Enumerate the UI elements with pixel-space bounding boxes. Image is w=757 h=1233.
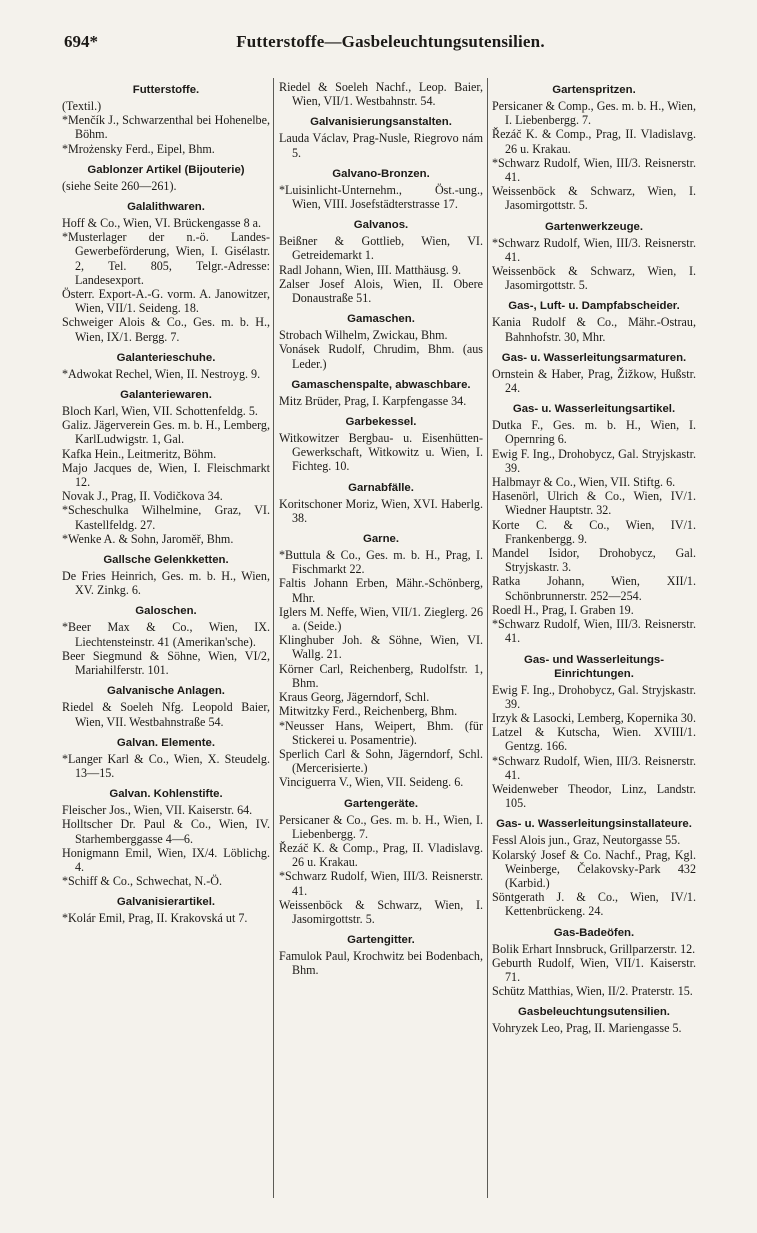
directory-entry: Vinciguerra V., Wien, VII. Seideng. 6. [279,775,464,790]
directory-entry: Ewig F. Ing., Drohobycz, Gal. Stryjskastr. 39. [492,682,696,711]
directory-entry: Roedl H., Prag, I. Graben 19. [492,602,634,617]
directory-entry: Vohryzek Leo, Prag, II. Mariengasse 5. [492,1021,682,1036]
directory-entry: *Luisinlicht-Unternehm., Öst.-ung., Wien, VIII. Josefstädterstrasse 17. [279,182,483,212]
directory-entry: *Langer Karl & Co., Wien, X. Steudelg. 13—15. [62,751,270,780]
directory-entry: *Menčík J., Schwarzenthal bei Hohenelbe, Böhm. [62,113,270,142]
directory-entry: Galiz. Jägerverein Ges. m. b. H., Lemberg, KarlLudwigstr. 1, Gal. [62,418,270,447]
directory-section [62,351,270,381]
directory-entry: Faltis Johann Erben, Mähr.-Schönberg, Mhr. [279,576,483,605]
directory-entry: Latzel & Kutscha, Wien. XVIII/1. Gentzg. 166. [492,725,696,754]
directory-section [279,532,483,789]
directory-entry: Radl Johann, Wien, III. Matthäusg. 9. [279,262,462,277]
directory-section [492,351,696,395]
section-heading: Galvan. Elemente. [116,736,216,749]
section-heading: Galvan. Kohlenstifte. [109,788,223,801]
directory-section [62,895,270,925]
section-heading: Gartenwerkzeuge. [544,220,644,233]
directory-section [492,1005,696,1035]
directory-entry: Schweiger Alois & Co., Ges. m. b. H., Wien, IX/1. Bergg. 7. [62,315,270,344]
directory-section [62,200,270,344]
directory-entry: Ornstein & Haber, Prag, Žižkow, Hußstr. 24. [492,366,696,396]
directory-entry: Persicaner & Co., Ges. m. b. H., Wien, I. Liebenbergg. 7. [279,812,483,841]
directory-entry: Persicaner & Comp., Ges. m. b. H., Wien, I. Liebenbergg. 7. [492,99,696,128]
directory-entry: *Kolár Emil, Prag, II. Krakovská ut 7. [62,911,248,926]
directory-entry: *Neusser Hans, Weipert, Bhm. (für Stickerei u. Posamentrie). [279,718,483,747]
directory-entry: Dutka F., Ges. m. b. H., Wien, I. Opernring 6. [492,418,696,447]
directory-entry: Beer Siegmund & Söhne, Wien, VI/2, Mariahilferstr. 101. [62,648,270,678]
directory-entry: De Fries Heinrich, Ges. m. b. H., Wien, XV. Zinkg. 6. [62,569,270,598]
directory-entry: Körner Carl, Reichenberg, Rudolfstr. 1, Bhm. [279,661,483,690]
directory-entry: Fleischer Jos., Wien, VII. Kaiserstr. 64. [62,803,253,818]
directory-entry: *Schiff & Co., Schwechat, N.-Ö. [62,874,222,889]
section-heading: Garne. [362,533,400,546]
directory-entry: Zalser Josef Alois, Wien, II. Obere Donaustraße 51. [279,276,483,306]
section-heading: Gas- u. Wasserleitungsartikel. [512,403,676,416]
section-heading: Gasbeleuchtungsutensilien. [518,1006,670,1019]
section-heading: Garnabfälle. [348,481,414,494]
directory-entry: Mandel Isidor, Drohobycz, Gal. Stryjskastr. 3. [492,546,696,575]
section-heading: Galvano-Bronzen. [332,167,430,180]
directory-entry: Klinghuber Joh. & Söhne, Wien, VI. Wallg. 21. [279,633,483,662]
directory-section [492,83,696,213]
directory-entry: Riedel & Soeleh Nfg. Leopold Baier, Wien, VII. Westbahnstraße 54. [62,700,270,729]
section-heading: Galoschen. [135,605,197,618]
directory-entry: Řezáč K. & Comp., Prag, II. Vladislavg. 26 u. Krakau. [492,127,696,156]
directory-entry: Iglers M. Neffe, Wien, VII/1. Zieglerg. 26 a. (Seide.) [279,604,483,634]
directory-entry: Lauda Václav, Prag-Nusle, Riegrovo nám 5. [279,131,483,160]
directory-entry: Hasenörl, Ulrich & Co., Wien, IV/1. Wiedner Hauptstr. 32. [492,489,696,518]
directory-entry: Weissenböck & Schwarz, Wien, I. Jasomirgottstr. 5. [492,264,696,293]
section-heading: Galvanos. [353,219,409,232]
column-divider [487,78,488,1198]
directory-section [492,817,696,918]
directory-section [279,312,483,371]
directory-section [62,83,270,156]
directory-section [492,299,696,343]
directory-entry: Weissenböck & Schwarz, Wien, I. Jasomirgottstr. 5. [279,897,483,926]
section-heading: Gallsche Gelenkketten. [103,554,229,567]
directory-entry: Kafka Hein., Leitmeritz, Böhm. [62,446,217,461]
directory-entry: Halbmayr & Co., Wien, VII. Stiftg. 6. [492,475,676,490]
section-heading: Gas- u. Wasserleitungsinstallateure. [496,818,692,831]
directory-entry: Ratka Johann, Wien, XII/1. Schönbrunnerstr. 252—254. [492,574,696,603]
directory-entry: Holltscher Dr. Paul & Co., Wien, IV. Starhemberggasse 4—6. [62,817,270,846]
directory-section [279,218,483,305]
directory-section [279,415,483,474]
directory-entry: *Schwarz Rudolf, Wien, III/3. Reisnerstr. 41. [279,869,483,898]
directory-entry: Riedel & Soeleh Nachf., Leop. Baier, Wien, VII/1. Westbahnstr. 54. [279,80,483,109]
directory-entry: (siehe Seite 260—261). [62,178,177,193]
column-3 [492,80,696,1043]
section-heading: Gas- und Wasserleitungs-Einrichtungen. [523,653,665,680]
directory-section [62,736,270,780]
directory-entry: Weissenböck & Schwarz, Wien, I. Jasomirgottstr. 5. [492,184,696,213]
directory-entry: Famulok Paul, Krochwitz bei Bodenbach, Bhm. [279,949,483,978]
directory-entry: (Textil.) [62,99,102,113]
directory-entry: Irzyk & Lasocki, Lemberg, Kopernika 30. [492,710,696,725]
directory-entry: Söntgerath J. & Co., Wien, IV/1. Kettenbrückeng. 24. [492,890,696,919]
section-heading: Gamaschen. [347,313,415,326]
directory-section [62,553,270,597]
directory-entry: *Beer Max & Co., Wien, IX. Liechtensteinstr. 41 (Amerikan'sche). [62,620,270,649]
directory-entry: Kolarský Josef & Co. Nachf., Prag, Kgl. Weinberge, Čelakovsky-Park 432 (Karbid.) [492,847,696,890]
directory-entry: *Scheschulka Wilhelmine, Graz, VI. Kastellfeldg. 27. [62,503,270,532]
section-heading: Galalithwaren. [127,201,205,214]
directory-section [62,684,270,728]
section-heading: Galanteriewaren. [120,389,212,402]
section-heading: Galvanische Anlagen. [107,685,225,698]
directory-entry: Österr. Export-A.-G. vorm. A. Janowitzer, Wien, VII/1. Seideng. 18. [62,287,270,316]
page-header [64,32,717,56]
section-heading: Futterstoffe. [132,84,200,96]
section-heading: Gas- u. Wasserleitungsarmaturen. [501,351,687,364]
directory-entry: Fessl Alois jun., Graz, Neutorgasse 55. [492,833,681,848]
directory-entry: Schütz Matthias, Wien, II/2. Praterstr. 15. [492,984,693,999]
directory-section [279,797,483,927]
section-heading: Gartenspritzen. [552,84,636,96]
directory-entry: *Schwarz Rudolf, Wien, III/3. Reisnerstr. 41. [492,235,696,264]
directory-section [279,167,483,211]
directory-section [62,388,270,546]
section-heading: Gas-Badeöfen. [553,926,635,939]
section-heading: Gartengeräte. [343,797,419,810]
directory-section [62,163,270,193]
section-heading: Galvanisierungsanstalten. [310,116,452,129]
directory-entry: *Wenke A. & Sohn, Jaroměř, Bhm. [62,531,234,546]
directory-entry: Honigmann Emil, Wien, IX/4. Löblichg. 4. [62,845,270,874]
directory-entry: *Mrożensky Ferd., Eipel, Bhm. [62,141,215,156]
directory-section [279,115,483,159]
section-heading: Galanterieschuhe. [116,351,216,364]
directory-entry: Kania Rudolf & Co., Mähr.-Ostrau, Bahnhofstr. 30, Mhr. [492,315,696,344]
directory-section [279,933,483,977]
directory-entry: *Buttula & Co., Ges. m. b. H., Prag, I. Fischmarkt 22. [279,548,483,577]
section-heading: Galvanisierartikel. [116,896,216,909]
directory-entry: Mitwitzky Ferd., Reichenberg, Bhm. [279,704,458,719]
directory-entry: Bolik Erhart Innsbruck, Grillparzerstr. 12. [492,941,696,956]
directory-entry: Bloch Karl, Wien, VII. Schottenfeldg. 5. [62,404,258,419]
directory-entry: Ewig F. Ing., Drohobycz, Gal. Stryjskastr. 39. [492,446,696,475]
directory-entry: *Schwarz Rudolf, Wien, III/3. Reisnerstr. 41. [492,155,696,185]
directory-section [492,402,696,645]
section-heading: Gablonzer Artikel (Bijouterie) [87,163,245,176]
directory-entry: Korte C. & Co., Wien, IV/1. Frankenbergg. 9. [492,517,696,546]
section-heading: Gartengitter. [347,934,415,947]
section-heading: Garbekessel. [345,416,417,429]
directory-entry: Geburth Rudolf, Wien, VII/1. Kaiserstr. 71. [492,955,696,984]
section-heading: Gas-, Luft- u. Dampfabscheider. [508,300,680,313]
column-2 [279,80,483,985]
directory-entry: Koritschoner Moriz, Wien, XVI. Haberlg. 38. [279,496,483,525]
directory-section [62,604,270,677]
directory-entry: Kraus Georg, Jägerndorf, Schl. [279,690,430,705]
directory-entry: Sperlich Carl & Sohn, Jägerndorf, Schl. (Mercerisierte.) [279,746,483,776]
directory-section [492,220,696,293]
directory-entry: Majo Jacques de, Wien, I. Fleischmarkt 12. [62,460,270,490]
directory-section [492,926,696,999]
directory-entry: Strobach Wilhelm, Zwickau, Bhm. [279,328,448,343]
directory-entry: *Schwarz Rudolf, Wien, III/3. Reisnerstr. 41. [492,617,696,646]
directory-entry: Witkowitzer Bergbau- u. Eisenhütten-Gewerkschaft, Witkowitz u. Wien, I. Fichteg. 10. [279,431,483,474]
directory-entry: *Musterlager der n.-ö. Landes-Gewerbeförderung, Wien, I. Gisélastr. 2, Tel. 805, Telgr.-Adresse: Landesexport. [62,230,270,287]
directory-entry: Beißner & Gottlieb, Wien, VI. Getreidemarkt 1. [279,234,483,263]
page-number: 694* [64,32,98,51]
directory-section [279,481,483,525]
directory-entry: Hoff & Co., Wien, VI. Brückengasse 8 a. [62,216,262,231]
page-title: Futterstoffe—Gasbeleuchtungsutensilien. [236,32,545,51]
directory-entry: *Adwokat Rechel, Wien, II. Nestroyg. 9. [62,366,261,381]
column-divider [273,78,274,1198]
directory-section [62,787,270,888]
directory-entry: Vonásek Rudolf, Chrudim, Bhm. (aus Leder.) [279,342,483,371]
directory-section [279,378,483,408]
section-heading: Gamaschenspalte, abwaschbare. [291,378,471,391]
directory-entry: Novak J., Prag, II. Vodičkova 34. [62,489,223,504]
directory-entry: *Schwarz Rudolf, Wien, III/3. Reisnerstr. 41. [492,753,696,782]
directory-section [279,80,483,108]
directory-entry: Řezáč K. & Comp., Prag, II. Vladislavg. 26 u. Krakau. [279,840,483,870]
directory-entry: Weidenweber Theodor, Linz, Landstr. 105. [492,781,696,811]
directory-section [492,653,696,811]
directory-entry: Mitz Brüder, Prag, I. Karpfengasse 34. [279,393,467,408]
column-1 [62,80,270,933]
